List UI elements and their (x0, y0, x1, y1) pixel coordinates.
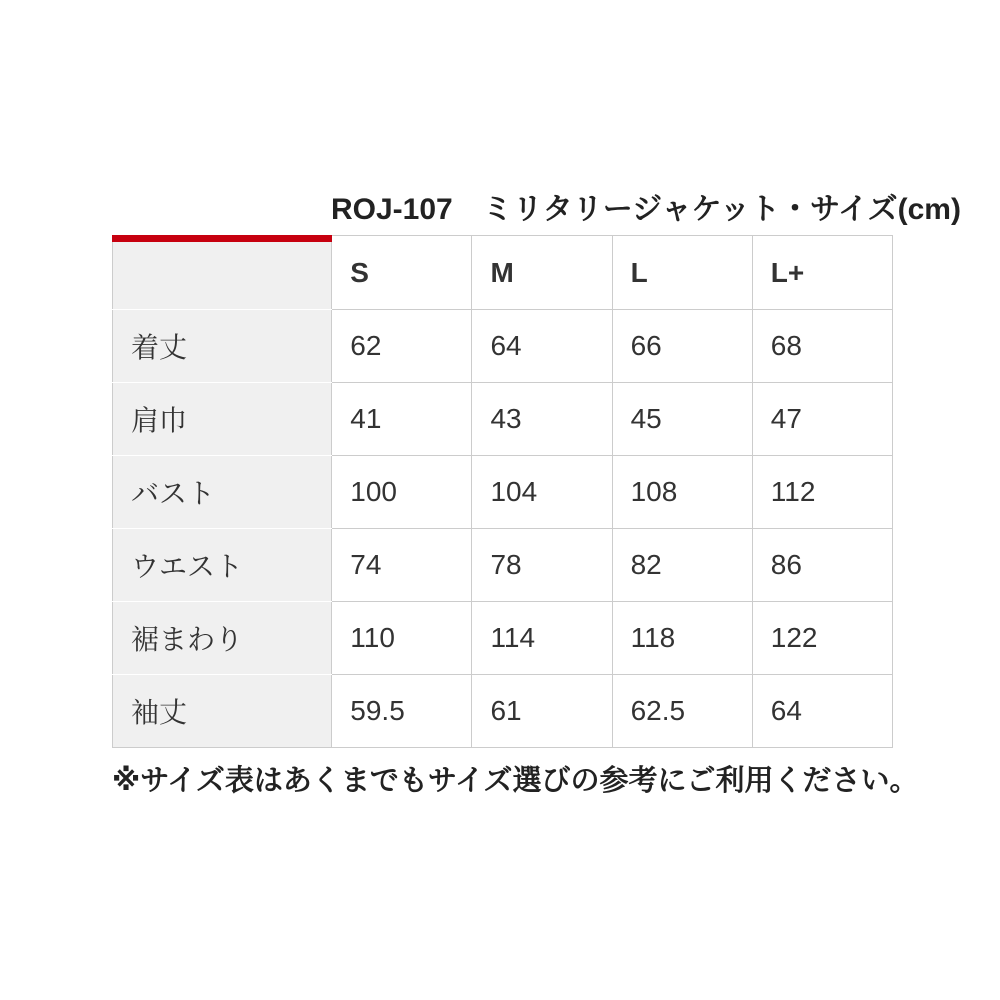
value-cell: 122 (752, 602, 892, 675)
value-cell: 104 (472, 456, 612, 529)
row-label-cell: バスト (113, 456, 332, 529)
value-cell: 64 (752, 675, 892, 748)
value-cell: 82 (612, 529, 752, 602)
col-header-s: S (332, 236, 472, 310)
table-row (113, 675, 893, 748)
value-cell: 86 (752, 529, 892, 602)
value-cell: 108 (612, 456, 752, 529)
row-label-cell: ウエスト (113, 529, 332, 602)
size-chart-content (112, 193, 961, 798)
size-table-wrap (112, 235, 893, 748)
value-cell: 62 (332, 310, 472, 383)
value-cell: 74 (332, 529, 472, 602)
header-row (113, 236, 893, 310)
value-cell: 62.5 (612, 675, 752, 748)
col-header-m: M (472, 236, 612, 310)
col-header-lplus: L+ (752, 236, 892, 310)
table-row (113, 383, 893, 456)
table-row (113, 602, 893, 675)
col-header-l: L (612, 236, 752, 310)
value-cell: 59.5 (332, 675, 472, 748)
value-cell: 47 (752, 383, 892, 456)
value-cell: 110 (332, 602, 472, 675)
table-row (113, 456, 893, 529)
value-cell: 64 (472, 310, 612, 383)
value-cell: 118 (612, 602, 752, 675)
row-label-cell: 裾まわり (113, 602, 332, 675)
value-cell: 100 (332, 456, 472, 529)
size-table (112, 235, 893, 748)
value-cell: 114 (472, 602, 612, 675)
red-accent-bar (112, 235, 332, 242)
corner-cell (113, 236, 332, 310)
value-cell: 61 (472, 675, 612, 748)
value-cell: 41 (332, 383, 472, 456)
row-label-cell: 着丈 (113, 310, 332, 383)
table-row (113, 310, 893, 383)
size-chart-footnote: ※サイズ表はあくまでもサイズ選びの参考にご利用ください。 (112, 765, 919, 797)
row-label-cell: 肩巾 (113, 383, 332, 456)
size-chart-title: ROJ-107 ミリタリージャケット・サイズ(cm) (331, 193, 961, 226)
row-label-cell: 袖丈 (113, 675, 332, 748)
value-cell: 43 (472, 383, 612, 456)
value-cell: 45 (612, 383, 752, 456)
value-cell: 66 (612, 310, 752, 383)
value-cell: 68 (752, 310, 892, 383)
table-row (113, 529, 893, 602)
value-cell: 112 (752, 456, 892, 529)
value-cell: 78 (472, 529, 612, 602)
